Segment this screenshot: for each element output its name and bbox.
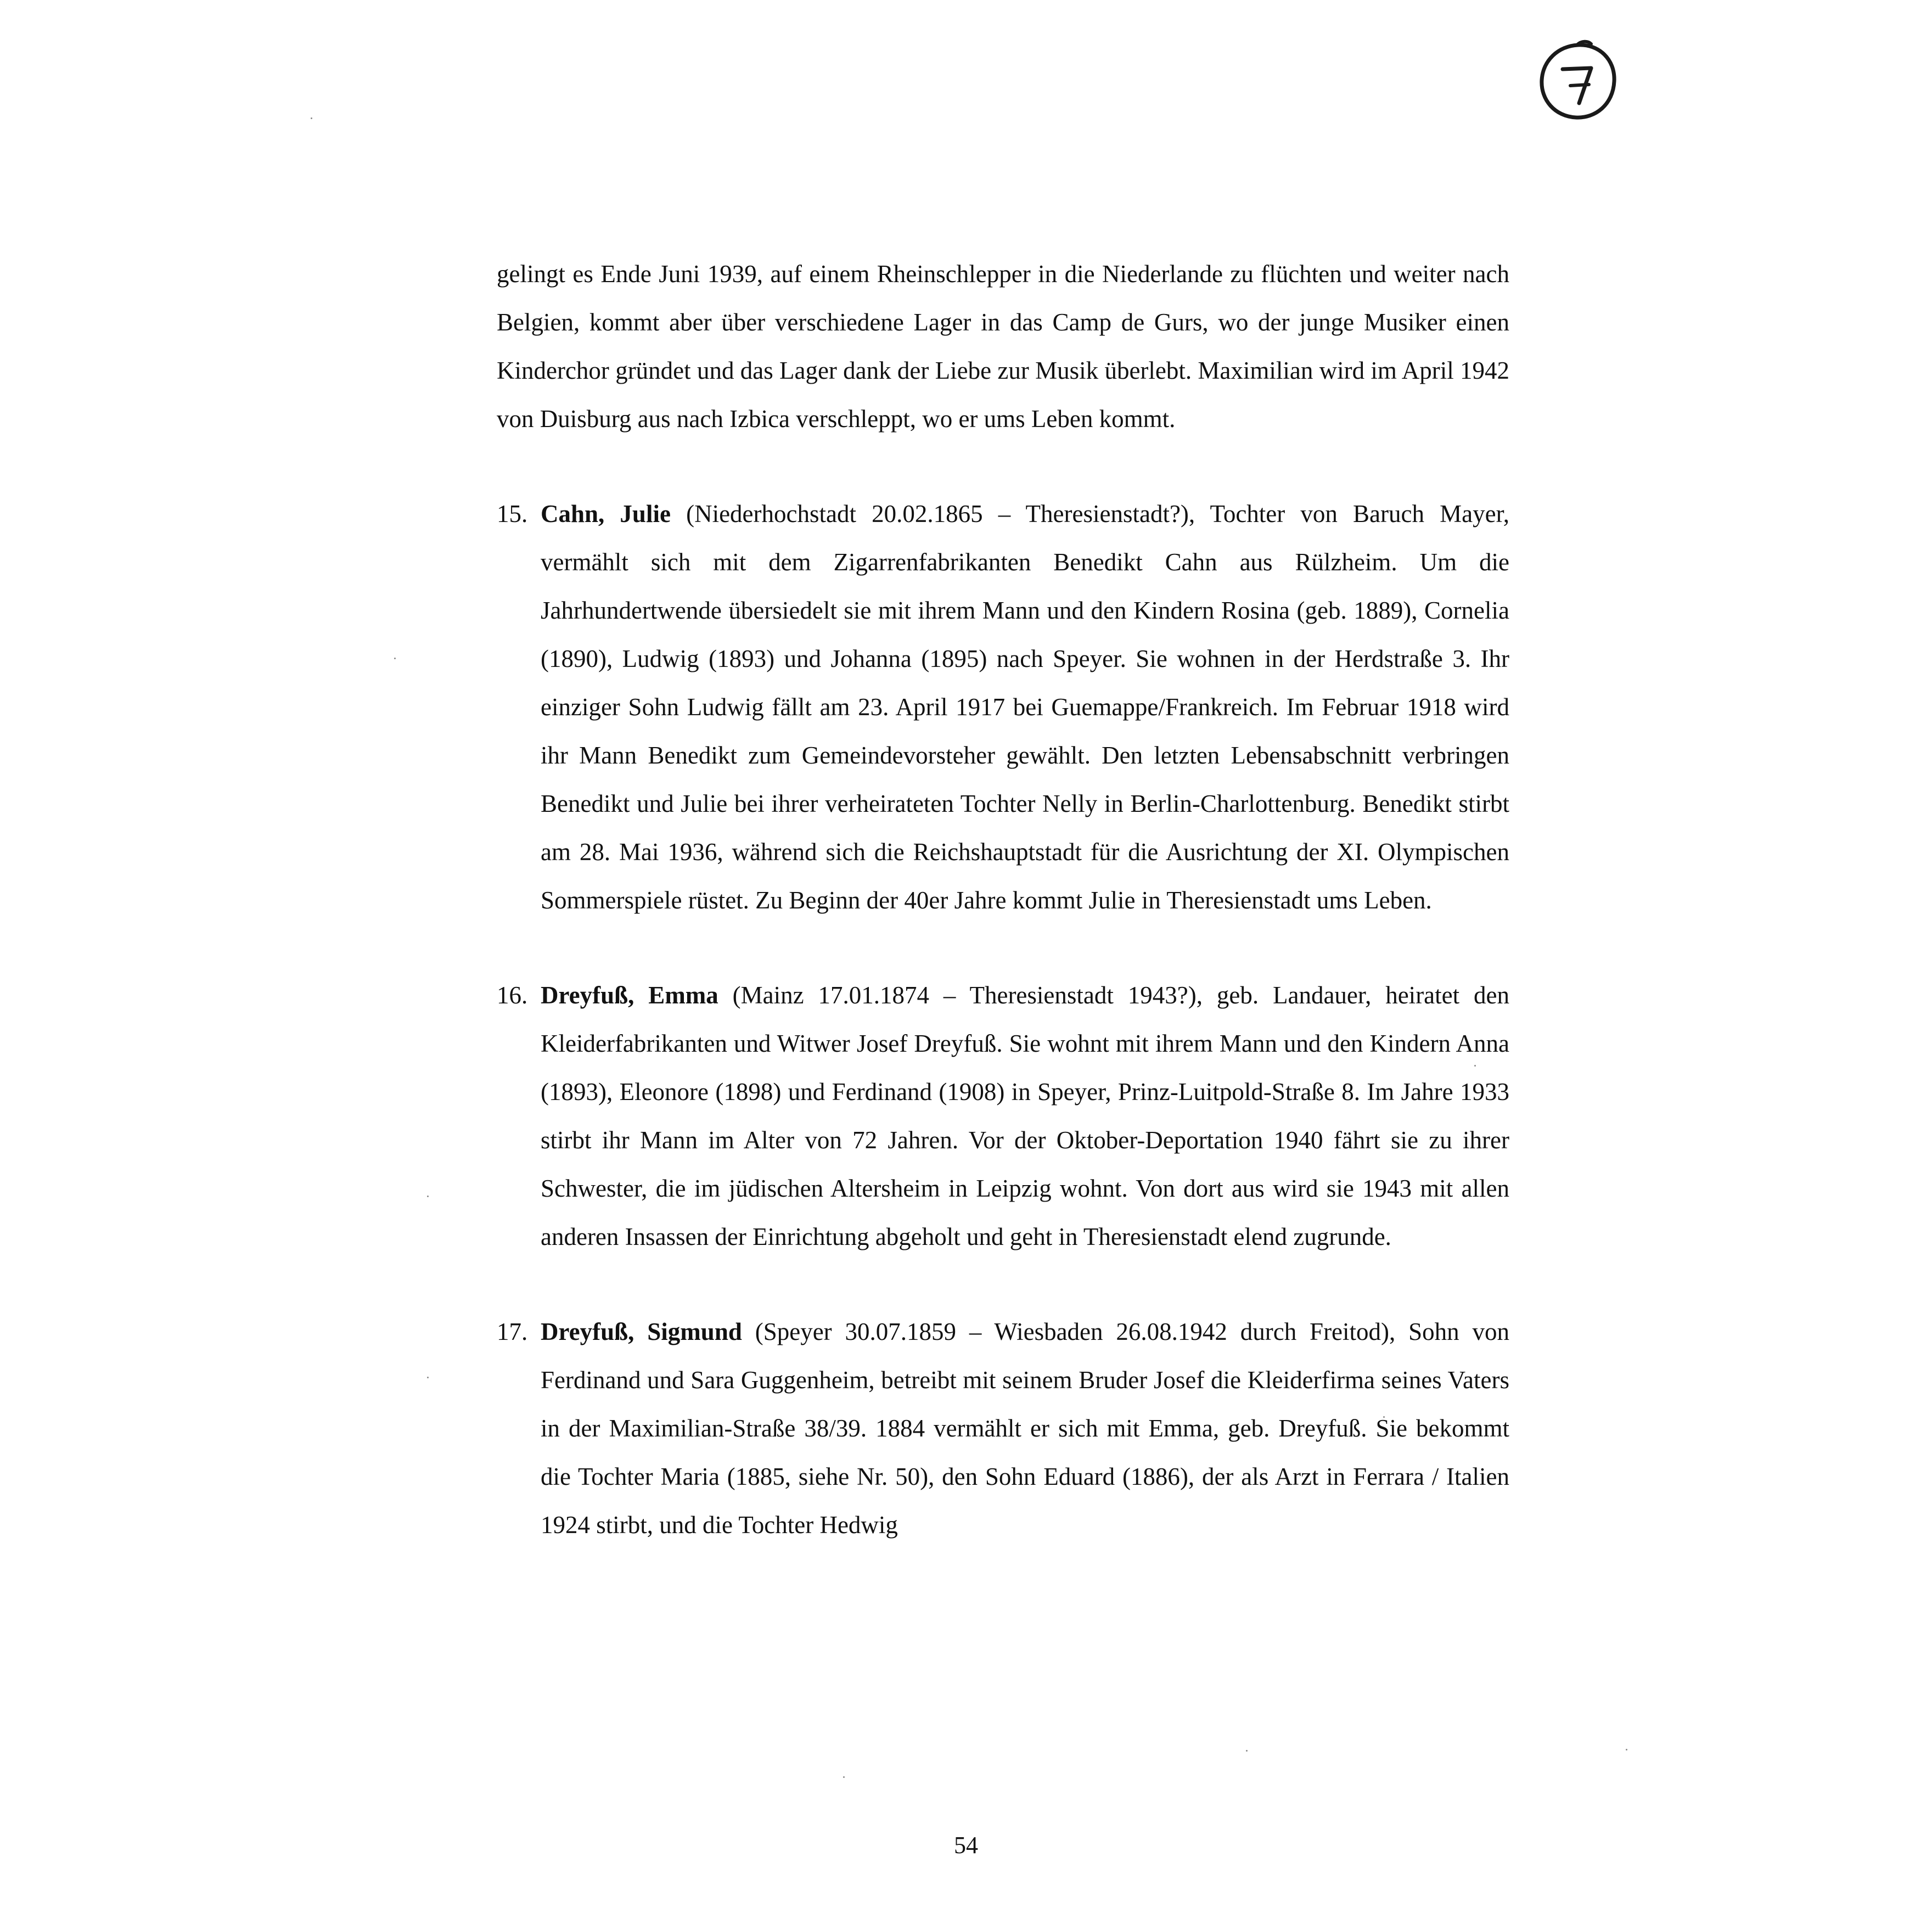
entry-name: Dreyfuß, Emma xyxy=(541,981,718,1009)
entry-number: 15. xyxy=(497,500,528,528)
scan-speck xyxy=(394,658,396,659)
scan-speck xyxy=(427,1377,429,1378)
entry-text: (Speyer 30.07.1859 – Wiesbaden 26.08.1942 durch Freitod), Sohn von Ferdinand und Sara Guggenheim, betreibt mit seinem Bruder Josef die Kleiderfirma seines Vaters in der Maximilian-Straße 38/39. 1884 vermählt er sich mit Emma, geb. Dreyfuß. Sie bekommt die Tochter Maria (1885, siehe Nr. 50), den Sohn Eduard (1886), der als Arzt in Ferrara / Italien 1924 stirbt, und die Tochter Hedwig xyxy=(541,1318,1510,1539)
entry-text: (Niederhochstadt 20.02.1865 – Theresienstadt?), Tochter von Baruch Mayer, vermählt sich mit dem Zigarrenfabrikanten Benedikt Cahn aus Rülzheim. Um die Jahrhundertwende übersiedelt sie mit ihrem Mann und den Kindern Rosina (geb. 1889), Cornelia (1890), Ludwig (1893) und Johanna (1895) nach Speyer. Sie wohnen in der Herdstraße 3. Ihr einziger Sohn Ludwig fällt am 23. April 1917 bei Guemappe/Frankreich. Im Februar 1918 wird ihr Mann Benedikt zum Gemeindevorsteher gewählt. Den letzten Lebensabschnitt verbringen Benedikt und Julie bei ihrer verheirateten Tochter Nelly in Berlin-Charlottenburg. Benedikt stirbt am 28. Mai 1936, während sich die Reichshauptstadt für die Ausrichtung der XI. Olympischen Sommerspiele rüstet. Zu Beginn der 40er Jahre kommt Julie in Theresienstadt ums Leben. xyxy=(541,500,1510,914)
scan-speck xyxy=(311,117,312,119)
body-text xyxy=(497,250,1509,1596)
entry-name: Dreyfuß, Sigmund xyxy=(541,1318,742,1345)
page-number: 54 xyxy=(954,1832,978,1859)
handwritten-circled-page-mark xyxy=(1534,37,1622,125)
entry-16 xyxy=(497,971,1509,1261)
entry-number: 17. xyxy=(497,1318,528,1345)
scan-speck xyxy=(1246,1750,1248,1752)
entry-text: (Mainz 17.01.1874 – Theresienstadt 1943?), geb. Landauer, heiratet den Kleiderfabrikanten und Witwer Josef Dreyfuß. Sie wohnt mit ihrem Mann und den Kindern Anna (1893), Eleonore (1898) und Ferdinand (1908) in Speyer, Prinz-Luitpold-Straße 8. Im Jahre 1933 stirbt ihr Mann im Alter von 72 Jahren. Vor der Oktober-Deportation 1940 fährt sie zu ihrer Schwester, die im jüdischen Altersheim in Leipzig wohnt. Von dort aus wird sie 1943 mit allen anderen Insassen der Einrichtung abgeholt und geht in Theresienstadt elend zugrunde. xyxy=(541,981,1509,1250)
scan-speck xyxy=(427,1196,429,1197)
entry-number: 16. xyxy=(497,981,528,1009)
entry-name: Cahn, Julie xyxy=(541,500,671,528)
scan-speck xyxy=(1626,1749,1627,1750)
circled-seven-drawing xyxy=(1534,37,1622,125)
scan-speck xyxy=(843,1776,845,1778)
entry-15 xyxy=(497,490,1509,924)
continuation-paragraph: gelingt es Ende Juni 1939, auf einem Rheinschlepper in die Niederlande zu flüchten und weiter nach Belgien, kommt aber über verschiedene Lager in das Camp de Gurs, wo der junge Musiker einen Kinderchor gründet und das Lager dank der Liebe zur Musik überlebt. Maximilian wird im April 1942 von Duisburg aus nach Izbica verschleppt, wo er ums Leben kommt. xyxy=(497,260,1509,433)
entry-17 xyxy=(497,1308,1509,1549)
